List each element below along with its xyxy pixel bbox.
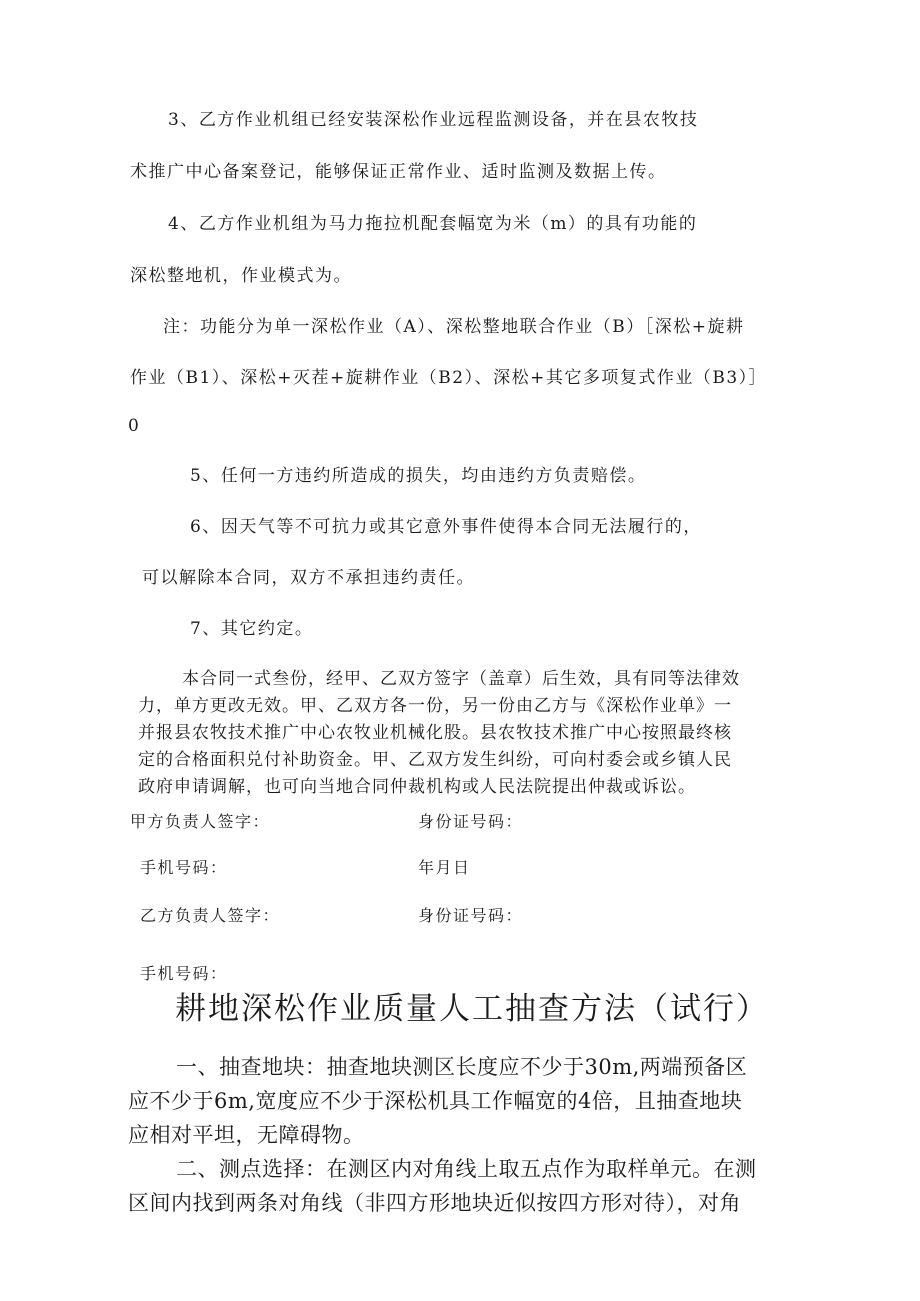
party-b-phone-label: 手机号码：	[140, 964, 228, 983]
method-title: 耕地深松作业质量人工抽查方法（试行）	[175, 991, 769, 1027]
contract-item-4-line-2: 深松整地机，作业模式为。	[130, 266, 352, 286]
contract-item-3-line-2: 术推广中心备案登记，能够保证正常作业、适时监测及数据上传。	[130, 162, 667, 182]
closing-line: 并报县农牧技术推广中心农牧业机械化股。县农牧技术推广中心按照最终核	[138, 723, 732, 743]
contract-item-7: 7、其它约定。	[190, 619, 314, 639]
party-b-signature-label: 乙方负责人签字：	[140, 906, 281, 925]
contract-note-line-3: 0	[128, 416, 141, 436]
closing-line: 定的合格面积兑付补助资金。甲、乙双方发生纠纷，可向村委会或乡镇人民	[138, 750, 732, 770]
method-section-1-line-2: 应不少于6m,宽度应不少于深松机具工作幅宽的4倍，且抽查地块	[128, 1089, 743, 1113]
contract-item-6-line-1: 6、因天气等不可抗力或其它意外事件使得本合同无法履行的，	[190, 517, 702, 537]
closing-line: 政府申请调解，也可向当地合同仲裁机构或人民法院提出仲裁或诉讼。	[138, 777, 696, 797]
contract-closing-paragraph	[138, 666, 810, 801]
contract-item-5: 5、任何一方违约所造成的损失，均由违约方负责赔偿。	[190, 466, 647, 486]
closing-line: 力，单方更改无效。甲、乙双方各一份，另一份由乙方与《深松作业单》一	[138, 696, 732, 716]
contract-note-line-2: 作业（B1）、深松+灭茬+旋耕作业（B2）、深松+其它多项复式作业（B3）］	[130, 368, 768, 388]
date-label: 年月日	[418, 858, 471, 877]
party-a-phone-label: 手机号码：	[140, 858, 228, 877]
method-section-1-line-3: 应相对平坦，无障碍物。	[128, 1123, 365, 1147]
party-a-id-label: 身份证号码：	[418, 812, 524, 831]
contract-note-line-1: 注：功能分为单一深松作业（A）、深松整地联合作业（B）［深松+旋耕	[163, 317, 745, 337]
contract-item-3-line-1: 3、乙方作业机组已经安装深松作业远程监测设备，并在县农牧技	[168, 110, 699, 130]
method-section-1-line-1: 一、抽查地块：抽查地块测区长度应不少于30m,两端预备区	[176, 1055, 748, 1079]
contract-item-6-line-2: 可以解除本合同，双方不承担违约责任。	[142, 568, 475, 588]
party-b-id-label: 身份证号码：	[418, 906, 524, 925]
contract-item-4-line-1: 4、乙方作业机组为马力拖拉机配套幅宽为米（m）的具有功能的	[168, 214, 698, 234]
party-a-signature-label: 甲方负责人签字：	[130, 812, 271, 831]
closing-line: 本合同一式叁份，经甲、乙双方签字（盖章）后生效，具有同等法律效	[182, 669, 740, 689]
method-section-2-line-2: 区间内找到两条对角线（非四方形地块近似按四方形对待），对角	[128, 1191, 741, 1215]
method-section-2-line-1: 二、测点选择：在测区内对角线上取五点作为取样单元。在测	[176, 1157, 757, 1181]
